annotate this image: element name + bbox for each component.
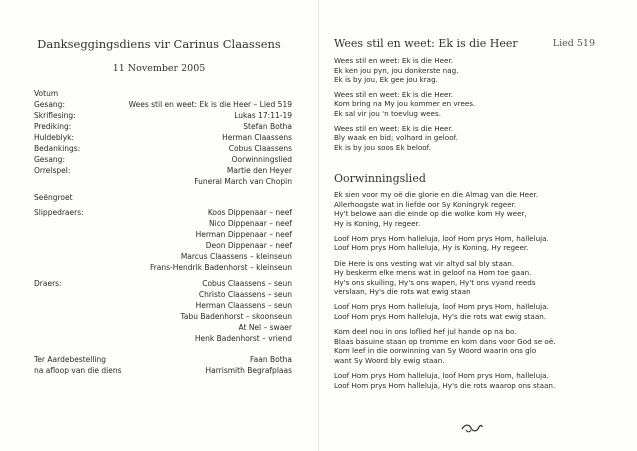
programme-row-label: Huldeblyk: <box>34 133 75 142</box>
pallbearer-row <box>34 262 292 273</box>
programme-row <box>34 132 292 143</box>
lyric-line: Die Here is ons vesting wat vir altyd sal bly staan. <box>334 258 515 268</box>
pallbearer-row-label: Slippedraers: <box>34 208 84 217</box>
programme-row <box>34 176 292 187</box>
programme-row-value: Martie den Heyer <box>226 166 292 175</box>
pallbearer-row-value: Herman Dippenaar – neef <box>195 230 292 239</box>
service-date: 11 November 2005 <box>112 63 206 74</box>
slippedraers-list <box>34 207 292 273</box>
pallbearer-row-value: Marcus Claassens – kleinseun <box>180 252 292 261</box>
lyric-line: Kom bring na My jou kommer en vrees. <box>334 99 476 109</box>
pallbearer-row <box>34 207 292 218</box>
programme-row <box>34 121 292 132</box>
song-verse <box>334 302 624 321</box>
lyric-line: Hy's ons skuiling, Hy's ons wapen, Hy't ons vyand reeds <box>334 277 536 287</box>
bearer-row-value: Herman Claassens – seun <box>195 301 292 310</box>
bearer-row-label: Draers: <box>34 279 62 288</box>
lyric-line: Loof Hom prys Hom halleluja, Hy's die rots waarop ons staan. <box>334 380 556 390</box>
bearer-row-value: Cobus Claassens – seun <box>202 279 292 288</box>
burial-row-label: na afloop van die diens <box>34 366 122 375</box>
lyric-line: Kom deel nou in ons loflied hef jul hande op na bo. <box>334 327 517 337</box>
programme-row-label: Gesang: <box>34 100 65 109</box>
lyric-line: want Sy Woord bly ewig staan. <box>334 355 445 365</box>
bearer-row <box>34 333 292 344</box>
hymn-number: Lied 519 <box>552 38 595 49</box>
song-verse <box>334 259 624 297</box>
lyric-line: Loof Hom prys Hom halleluja, loof Hom prys Hom, halleluja. <box>334 233 549 243</box>
left-page <box>0 0 318 451</box>
lyric-line: Blaas basuine staan op tromme en kom dans voor God se oë. <box>334 336 556 346</box>
burial-row <box>34 354 292 365</box>
programme-row <box>34 154 292 165</box>
programme-row-label: Orrelspel: <box>34 166 71 175</box>
burial-info <box>34 354 292 376</box>
hymn-title: Wees stil en weet: Ek is die Heer <box>334 37 518 50</box>
programme-row-label: Skriflesing: <box>34 111 76 120</box>
burial-row-label: Ter Aardebestelling <box>34 355 107 364</box>
right-page <box>318 0 637 451</box>
pallbearer-row <box>34 251 292 262</box>
pallbearer-row-value: Frans-Hendrik Badenhorst – kleinseun <box>149 263 292 272</box>
lyric-line: Ek sien voor my oë die glorie en die Almag van die Heer. <box>334 190 539 199</box>
bearer-row-value: Tabu Badenhorst – skoonseun <box>180 312 292 321</box>
bearer-row-value: Christo Claassens – seun <box>198 290 292 299</box>
pallbearer-row-value: Koos Dippenaar – neef <box>207 208 292 217</box>
pallbearer-row <box>34 229 292 240</box>
programme-row-value: Herman Claassens <box>222 133 292 142</box>
song-verse <box>334 190 624 228</box>
lyric-line: Hy beskerm elke mens wat in geloof na Hom toe gaan. <box>334 268 532 278</box>
lyric-line: Ek is by jou soos Ek beloof. <box>334 142 431 152</box>
seengroet-label: Seëngroet <box>34 193 73 202</box>
pallbearer-row <box>34 218 292 229</box>
bearer-row <box>34 278 292 289</box>
hymn-verse <box>334 90 619 119</box>
programme-row <box>34 143 292 154</box>
song-verse <box>334 234 624 253</box>
lyric-line: Ek is by jou, Ek gee jou krag. <box>334 75 438 85</box>
lyric-line: Loof Hom prys Hom halleluja, loof Hom prys Hom, halleluja. <box>334 371 549 380</box>
bearer-row <box>34 289 292 300</box>
lyric-line: Loof Hom prys Hom halleluja, loof Hom prys Hom, halleluja. <box>334 302 549 312</box>
song-verse <box>334 371 624 390</box>
programme-row-value: Oorwinningslied <box>231 155 292 164</box>
lyric-line: Wees stil en weet: Ek is die Heer. <box>334 123 454 133</box>
lyric-line: Loof Hom prys Hom halleluja, Hy's die rots wat ewig staan. <box>334 312 547 322</box>
hymn-verse <box>334 124 619 153</box>
lyric-line: verslaan, Hy's die rots wat ewig staan <box>334 287 471 297</box>
bearer-row <box>34 300 292 311</box>
lyric-line: Allerhoogste wat in liefde oor Sy Koningryk regeer. <box>334 199 517 209</box>
programme-row-value: Lukas 17:11-19 <box>234 111 292 120</box>
service-title: Dankseggingsdiens vir Carinus Claassens <box>37 37 281 51</box>
programme-row-label: Bedankings: <box>34 144 81 153</box>
lyric-line: Wees stil en weet: Ek is die Heer. <box>334 56 454 65</box>
lyric-line: Hy't belowe aan die einde op die wolke kom Hy weer, <box>334 209 527 219</box>
programme-row <box>34 88 292 99</box>
flourish-icon <box>460 422 484 434</box>
song-verse <box>334 327 624 365</box>
song-lyrics <box>334 190 624 396</box>
burial-row-value: Harrismith Begrafplaas <box>205 366 292 375</box>
programme-row-value: Wees stil en weet: Ek is die Heer – Lied 519 <box>128 100 292 109</box>
programme-row <box>34 110 292 121</box>
seengroet-line <box>34 192 292 203</box>
programme-row-value: Stefan Botha <box>243 122 292 131</box>
order-of-service <box>34 88 292 376</box>
lyric-line: Ek ken jou pyn, jou donkerste nag. <box>334 65 459 75</box>
programme-row-value: Funeral March van Chopin <box>194 177 292 186</box>
bearer-row-value: Henk Badenhorst – vriend <box>194 334 292 343</box>
bearer-row <box>34 322 292 333</box>
burial-row <box>34 365 292 376</box>
programme-row-label: Gesang: <box>34 155 65 164</box>
pallbearer-row-value: Deon Dippenaar – neef <box>205 241 292 250</box>
lyric-line: Loof Hom prys Hom halleluja, Hy is Koning, Hy regeer. <box>334 243 529 253</box>
lyric-line: Ek sal vir jou 'n toevlug wees. <box>334 108 442 118</box>
programme-list <box>34 88 292 187</box>
programme-row <box>34 165 292 176</box>
lyric-line: Wees stil en weet: Ek is die Heer. <box>334 89 454 99</box>
hymn-lyrics <box>334 56 619 157</box>
burial-row-value: Faan Botha <box>250 355 292 364</box>
programme-row-value: Cobus Claassens <box>228 144 292 153</box>
bearer-row <box>34 311 292 322</box>
lyric-line: Kom leef in die oorwinning van Sy Woord waarin ons glo <box>334 346 537 356</box>
programme-row-label: Prediking: <box>34 122 72 131</box>
pallbearer-row <box>34 240 292 251</box>
draers-list <box>34 278 292 344</box>
hymn-verse <box>334 56 619 85</box>
song-title: Oorwinningslied <box>334 172 426 185</box>
pallbearer-row-value: Nico Dippenaar – neef <box>209 219 292 228</box>
bearer-row-value: At Nel – swaer <box>238 323 292 332</box>
programme-row <box>34 99 292 110</box>
lyric-line: Hy is Koning, Hy regeer. <box>334 218 421 228</box>
programme-row-label: Votum <box>34 89 59 98</box>
lyric-line: Bly waak en bid; volhard in geloof. <box>334 133 458 143</box>
